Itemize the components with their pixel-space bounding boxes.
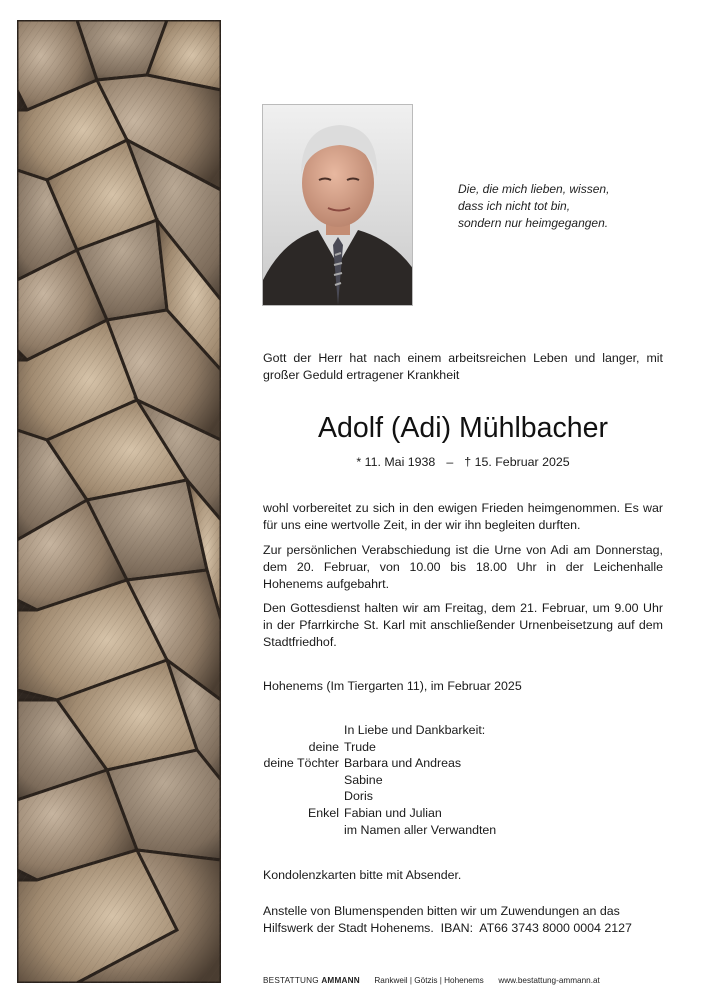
mourner-names: Doris bbox=[344, 789, 373, 804]
quote-line: sondern nur heimgegangen. bbox=[458, 216, 609, 230]
life-dates bbox=[263, 454, 663, 471]
mourner-names: Barbara und Andreas bbox=[344, 756, 462, 771]
mourner-row bbox=[263, 722, 663, 739]
paragraph-peace: wohl vorbereitet zu sich in den ewigen Frieden heimgenommen. Es war für uns eine wertvolle Zeit, in der wir ihn begleiten durften. bbox=[263, 501, 663, 532]
mourner-relation: deine bbox=[308, 739, 339, 754]
mourner-names: In Liebe und Dankbarkeit: bbox=[344, 723, 486, 737]
intro-text: Gott der Herr hat nach einem arbeitsreichen Leben und langer, mit großer Geduld ertragener Krankheit bbox=[263, 351, 663, 382]
funeral-home-footer bbox=[263, 975, 693, 986]
donation-note bbox=[263, 903, 663, 937]
quote-line: dass ich nicht tot bin, bbox=[458, 199, 571, 213]
condolence-note: Kondolenzkarten bitte mit Absender. bbox=[263, 868, 462, 882]
mourner-names: Sabine bbox=[344, 772, 383, 787]
portrait-photo bbox=[262, 104, 413, 306]
mourner-relation bbox=[263, 722, 344, 739]
place-date: Hohenems (Im Tiergarten 11), im Februar 2025 bbox=[263, 679, 522, 693]
brand-name: AMMANN bbox=[321, 976, 360, 985]
date-separator: – bbox=[446, 455, 454, 469]
mourner-row bbox=[263, 805, 663, 822]
firewood-decoration-image bbox=[17, 20, 221, 983]
paragraph-viewing: Zur persönlichen Verabschiedung ist die Urne von Adi am Donnerstag, dem 20. Februar, von 10.00 bis 18.00 Uhr in der Leichenhalle Hohenems aufgebahrt. bbox=[263, 543, 663, 591]
quote-line: Die, die mich lieben, wissen, bbox=[458, 182, 610, 196]
donation-line: Hilfswerk der Stadt Hohenems. IBAN: AT66 3743 8000 0004 2127 bbox=[263, 921, 632, 935]
funeral-home-brand bbox=[263, 976, 360, 985]
mourner-row bbox=[263, 772, 663, 789]
mourner-relation: Enkel bbox=[308, 805, 339, 820]
funeral-home-website[interactable]: www.bestattung-ammann.at bbox=[498, 976, 600, 985]
mourner-row bbox=[263, 788, 663, 805]
mourner-row bbox=[263, 755, 663, 772]
deceased-name: Adolf (Adi) Mühlbacher bbox=[318, 412, 608, 444]
birth-date: * 11. Mai 1938 bbox=[356, 455, 436, 469]
mourner-row bbox=[263, 739, 663, 756]
memorial-quote bbox=[458, 181, 658, 232]
mourner-relation: deine Töchter bbox=[263, 756, 339, 771]
mourner-relation bbox=[263, 772, 344, 789]
mourner-names: Fabian und Julian bbox=[344, 805, 442, 820]
brand-prefix: BESTATTUNG bbox=[263, 976, 319, 985]
mourner-row bbox=[263, 822, 663, 839]
mourners-list bbox=[263, 722, 663, 838]
death-date: † 15. Februar 2025 bbox=[464, 455, 570, 469]
mourner-names: im Namen aller Verwandten bbox=[344, 822, 497, 837]
funeral-home-locations: Rankweil | Götzis | Hohenems bbox=[374, 976, 484, 985]
mourner-relation bbox=[263, 788, 344, 805]
mourner-relation bbox=[263, 822, 344, 839]
mourner-names: Trude bbox=[344, 739, 376, 754]
paragraph-service: Den Gottesdienst halten wir am Freitag, dem 21. Februar, um 9.00 Uhr in der Pfarrkirche St. Karl mit anschließender Urnenbeisetzung auf dem Stadtfriedhof. bbox=[263, 601, 663, 649]
donation-line: Anstelle von Blumenspenden bitten wir um Zuwendungen an das bbox=[263, 904, 620, 918]
